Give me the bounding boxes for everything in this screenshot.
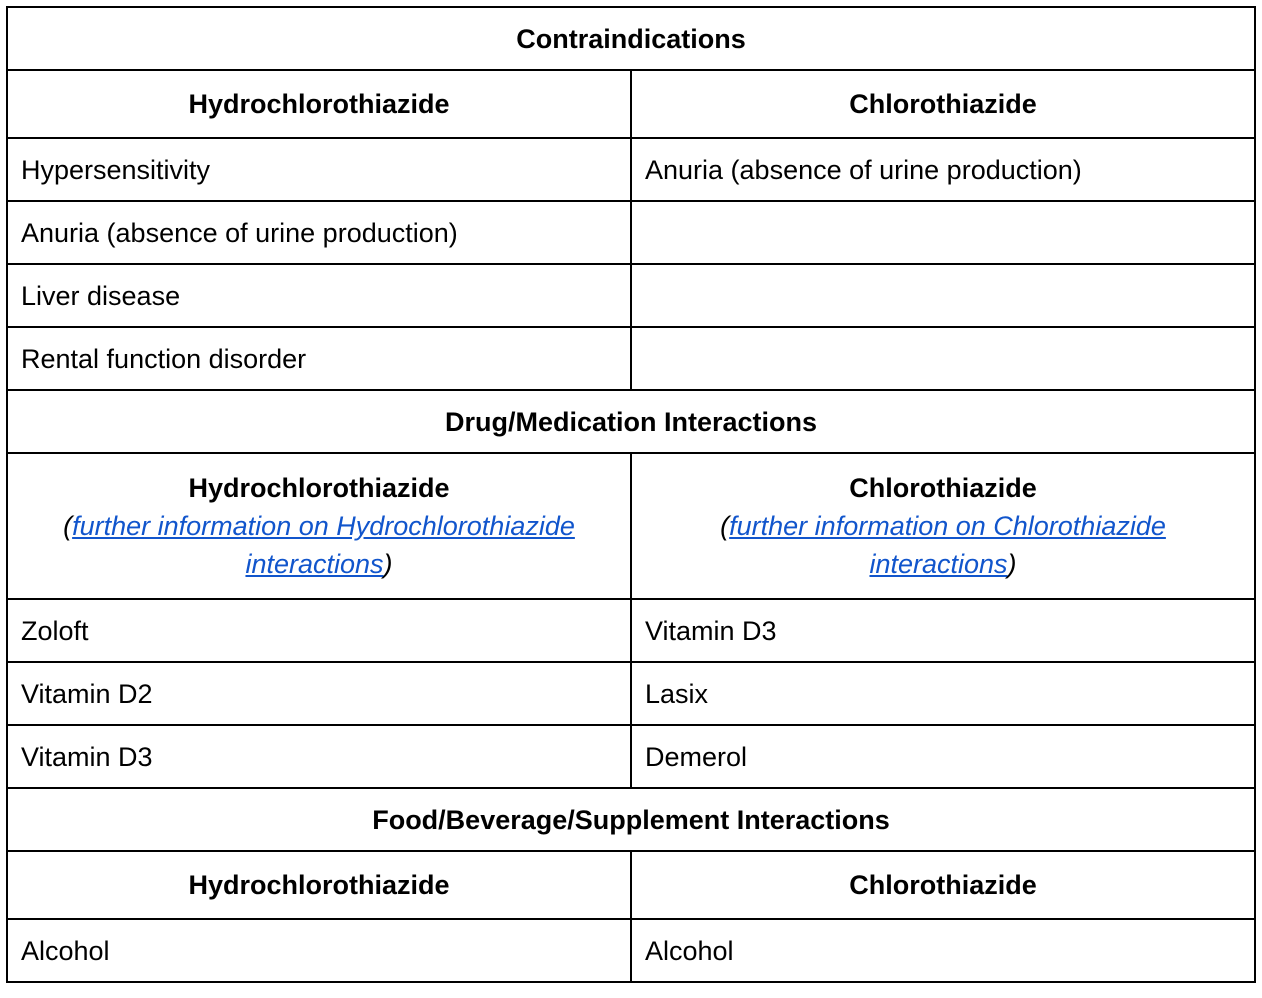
column-header-label: Hydrochlorothiazide — [188, 473, 450, 503]
table-cell — [631, 264, 1255, 327]
table-row — [7, 264, 1255, 327]
section-title-food-interactions: Food/Beverage/Supplement Interactions — [7, 788, 1255, 851]
table-cell — [631, 327, 1255, 390]
table-cell: Alcohol — [631, 919, 1255, 982]
table-cell: Hypersensitivity — [7, 138, 631, 201]
column-header-row — [7, 453, 1255, 599]
column-header-chlorothiazide: Chlorothiazide — [631, 851, 1255, 919]
column-header-row — [7, 851, 1255, 919]
open-paren: ( — [720, 511, 730, 541]
further-info-note — [645, 507, 1241, 583]
chlorothiazide-interactions-link[interactable]: further information on Chlorothiazide interactions — [729, 511, 1166, 579]
table-row — [7, 327, 1255, 390]
interactions-table — [6, 6, 1256, 983]
column-header-hydrochlorothiazide: Hydrochlorothiazide — [7, 851, 631, 919]
table-cell — [631, 201, 1255, 264]
table-row — [7, 201, 1255, 264]
section-header-row — [7, 7, 1255, 70]
section-header-row — [7, 788, 1255, 851]
hydrochlorothiazide-interactions-link[interactable]: further information on Hydrochlorothiazide interactions — [72, 511, 575, 579]
further-info-note — [21, 507, 617, 583]
table-row — [7, 138, 1255, 201]
column-header-hydrochlorothiazide: Hydrochlorothiazide — [7, 70, 631, 138]
section-header-row — [7, 390, 1255, 453]
table-cell: Vitamin D3 — [7, 725, 631, 788]
table-cell: Vitamin D2 — [7, 662, 631, 725]
table-row — [7, 725, 1255, 788]
table-cell: Liver disease — [7, 264, 631, 327]
column-header-label: Chlorothiazide — [849, 473, 1037, 503]
column-header-chlorothiazide: Chlorothiazide — [631, 70, 1255, 138]
table-cell: Rental function disorder — [7, 327, 631, 390]
table-cell: Anuria (absence of urine production) — [631, 138, 1255, 201]
table-cell: Vitamin D3 — [631, 599, 1255, 662]
column-header-chlorothiazide — [631, 453, 1255, 599]
table-cell: Demerol — [631, 725, 1255, 788]
open-paren: ( — [63, 511, 73, 541]
close-paren: ) — [383, 549, 393, 579]
column-header-hydrochlorothiazide — [7, 453, 631, 599]
close-paren: ) — [1007, 549, 1017, 579]
column-header-row — [7, 70, 1255, 138]
table-cell: Zoloft — [7, 599, 631, 662]
table-row — [7, 919, 1255, 982]
table-cell: Alcohol — [7, 919, 631, 982]
section-title-drug-interactions: Drug/Medication Interactions — [7, 390, 1255, 453]
table-row — [7, 662, 1255, 725]
section-title-contraindications: Contraindications — [7, 7, 1255, 70]
table-cell: Lasix — [631, 662, 1255, 725]
table-cell: Anuria (absence of urine production) — [7, 201, 631, 264]
table-row — [7, 599, 1255, 662]
